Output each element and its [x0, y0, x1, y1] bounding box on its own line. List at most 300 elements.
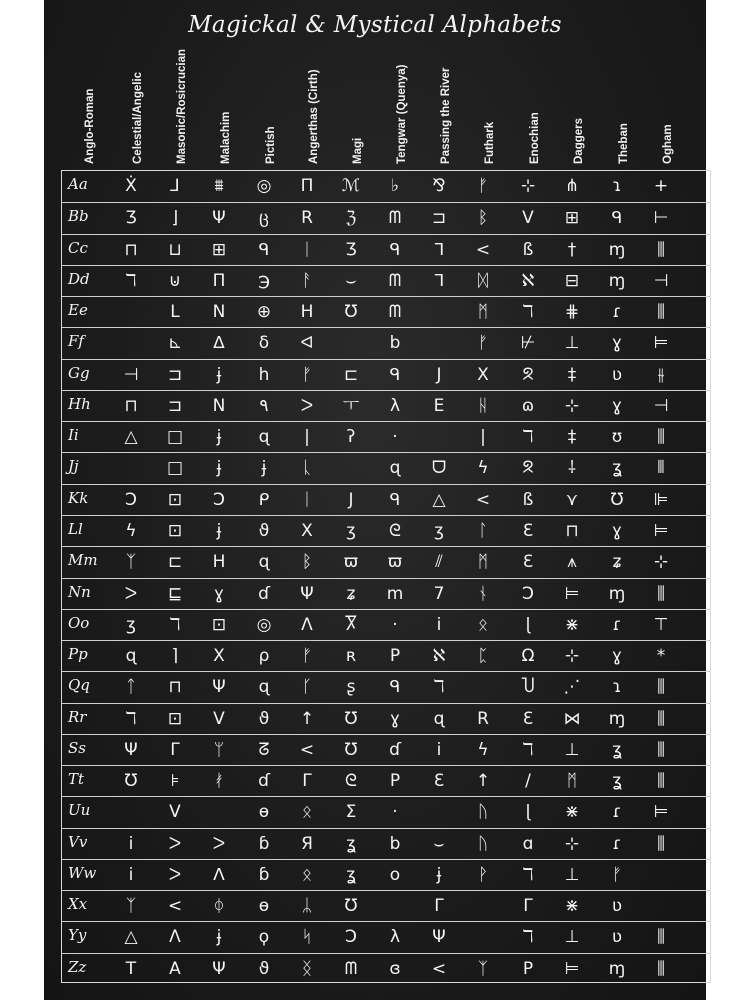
table-row	[62, 734, 710, 765]
glyph-cell: ɓ	[258, 864, 270, 885]
glyph-cell: ⊹	[520, 176, 536, 196]
column-headers	[44, 0, 706, 170]
glyph-cell: ·	[392, 614, 398, 635]
table-row	[62, 202, 710, 233]
glyph-cell: ◎	[256, 176, 272, 196]
glyph-cell: R	[477, 708, 489, 729]
glyph-cell: <	[299, 739, 315, 760]
glyph-cell: ᚢ	[477, 802, 489, 823]
glyph-cell: ⊟	[564, 270, 580, 291]
glyph-cell: ⫽	[435, 552, 443, 573]
glyph-cell: ℳ	[341, 176, 361, 196]
glyph-cell: Ɔ	[125, 489, 137, 510]
glyph-cell: ⋇	[564, 896, 580, 917]
glyph-cell: ⫼	[657, 302, 665, 323]
table-row	[62, 859, 710, 890]
table-row	[62, 390, 710, 421]
glyph-cell: ⊣	[123, 364, 139, 385]
glyph-cell: P	[522, 958, 534, 979]
glyph-cell: ⊣	[653, 395, 669, 416]
glyph-cell: ↑	[299, 708, 315, 729]
glyph-cell: ⊧	[170, 771, 180, 792]
column-header	[78, 34, 98, 164]
column-header-label: Angerthas (Cirth)	[308, 69, 320, 164]
glyph-cell: □	[166, 458, 184, 479]
glyph-cell: ϖ	[343, 552, 359, 573]
row-label: Ww	[68, 863, 97, 882]
glyph-cell: ⊏	[167, 552, 183, 573]
glyph-cell: ᘔ	[258, 739, 270, 760]
glyph-cell: ⊹	[564, 646, 580, 667]
table-row	[62, 234, 710, 265]
alphabet-poster	[44, 0, 706, 1000]
glyph-cell: ⊣	[653, 270, 669, 291]
glyph-cell: L	[170, 302, 180, 323]
row-label: Qq	[68, 676, 90, 695]
column-header	[170, 34, 190, 164]
glyph-cell: δ	[258, 333, 270, 354]
table-row	[62, 765, 710, 796]
glyph-cell: Ʊ	[344, 739, 358, 760]
glyph-cell: Γ	[523, 896, 533, 917]
row-label: Ee	[68, 301, 88, 320]
glyph-cell: N	[212, 395, 226, 416]
glyph-cell: ⊥	[564, 333, 580, 354]
glyph-cell: ᒣ	[433, 239, 445, 260]
column-header	[612, 34, 632, 164]
glyph-cell: P	[389, 771, 401, 792]
glyph-cell: ɋ	[258, 552, 270, 573]
glyph-cell: ⫼	[657, 239, 665, 260]
glyph-cell: <	[431, 958, 447, 979]
glyph-cell: ʊ	[611, 427, 623, 448]
row-label: Vv	[68, 832, 88, 851]
glyph-cell: ⊹	[653, 552, 669, 573]
row-label: Aa	[68, 175, 88, 193]
glyph-cell: ⊐	[167, 364, 183, 385]
glyph-cell: Π	[212, 270, 226, 291]
glyph-cell: ℸ	[125, 708, 137, 729]
table-row	[62, 327, 710, 358]
glyph-cell: Λ	[301, 614, 313, 635]
glyph-cell: ᘝ	[522, 458, 534, 479]
row-label: Ll	[68, 519, 83, 538]
glyph-cell: i	[436, 739, 442, 760]
glyph-cell: ᚠ	[301, 364, 313, 385]
glyph-cell: ᛟ	[301, 864, 313, 885]
table-row	[62, 890, 710, 921]
column-header-label: Malachim	[220, 111, 232, 164]
glyph-cell: H	[212, 552, 226, 573]
glyph-cell: ϟ	[477, 458, 489, 479]
glyph-cell: H	[300, 302, 314, 323]
glyph-cell: Ẋ	[125, 176, 137, 196]
column-header-label: Enochian	[529, 112, 541, 164]
glyph-cell: ⊍	[168, 270, 182, 291]
table-row	[62, 796, 710, 827]
glyph-cell: ɱ	[608, 708, 626, 729]
glyph-cell: ʒ	[434, 520, 444, 541]
glyph-cell: ᛉ	[125, 552, 137, 573]
glyph-cell: <	[475, 489, 491, 510]
glyph-cell: ʔ	[346, 427, 356, 448]
glyph-cell: ϑ	[258, 520, 270, 541]
glyph-cell: ɾ	[612, 833, 622, 854]
glyph-cell: ⫼	[657, 583, 665, 604]
glyph-cell: ɱ	[608, 958, 626, 979]
glyph-cell: ⊹	[564, 395, 580, 416]
glyph-cell: ɾ	[612, 302, 622, 323]
column-header-label: Theban	[618, 123, 630, 164]
glyph-cell: ß	[522, 489, 534, 510]
glyph-cell: V	[522, 208, 534, 229]
glyph-cell: ⫴	[657, 458, 665, 479]
row-label: Nn	[68, 582, 91, 601]
column-header	[126, 34, 146, 164]
glyph-cell: ⊹	[564, 833, 580, 854]
glyph-cell: |	[304, 427, 310, 448]
row-label: Yy	[68, 926, 87, 945]
glyph-cell: ɑ	[522, 833, 534, 854]
glyph-cell: ɋ	[433, 708, 445, 729]
glyph-cell: ᐱ	[213, 864, 225, 885]
glyph-cell: ⅋	[432, 176, 446, 196]
glyph-cell: ⊾	[167, 333, 183, 354]
glyph-cell: ⊓	[124, 395, 138, 416]
glyph-cell: *	[656, 646, 666, 667]
glyph-cell: ɋ	[258, 427, 270, 448]
glyph-cell: ᛟ	[301, 802, 313, 823]
glyph-cell: ɋ	[389, 458, 401, 479]
glyph-cell: Γ	[302, 771, 312, 792]
glyph-cell: ㅜ	[342, 395, 360, 416]
glyph-cell: Σ	[345, 802, 357, 823]
glyph-cell: ᛗ	[477, 552, 489, 573]
row-label: Bb	[68, 207, 89, 226]
glyph-cell: ℨ	[345, 208, 357, 229]
glyph-cell: ᛉ	[477, 958, 489, 979]
glyph-cell: ᛚ	[477, 520, 489, 541]
glyph-cell: ⊢	[653, 208, 669, 229]
glyph-cell: o	[389, 864, 401, 885]
glyph-cell: Ψ	[124, 739, 138, 760]
glyph-cell: i	[436, 614, 442, 635]
glyph-cell: Ψ	[300, 583, 314, 604]
table-row	[62, 953, 710, 984]
glyph-cell: Ʊ	[610, 489, 624, 510]
glyph-cell: ᚨ	[301, 270, 313, 291]
glyph-cell: ʂ	[346, 677, 356, 698]
glyph-cell: ℸ	[522, 302, 534, 323]
glyph-cell: ᛟ	[477, 614, 489, 635]
glyph-cell: ⋈	[563, 708, 581, 729]
column-header-label: Magi	[352, 137, 364, 164]
glyph-cell: b	[389, 333, 401, 354]
row-label: Zz	[68, 957, 87, 976]
glyph-cell: ʋ	[611, 364, 623, 385]
glyph-cell: ⌉	[171, 646, 179, 667]
glyph-cell: P	[389, 646, 401, 667]
glyph-cell: ⊤	[653, 614, 669, 635]
glyph-cell: ᚠ	[477, 176, 489, 196]
glyph-cell: ᛁ	[301, 239, 313, 260]
glyph-cell: ʑ	[346, 583, 356, 604]
glyph-cell: λ	[389, 395, 401, 416]
glyph-cell: ⅃	[170, 176, 180, 196]
glyph-cell: ⫼	[657, 771, 665, 792]
glyph-cell: ʀ	[345, 646, 357, 667]
glyph-cell: ⊫	[653, 489, 669, 510]
glyph-cell: ℸ	[522, 427, 534, 448]
glyph-cell: i	[128, 864, 134, 885]
glyph-cell: ‡	[567, 427, 577, 448]
table-row	[62, 671, 710, 702]
glyph-cell: ϙ	[258, 927, 270, 948]
glyph-cell: ɱ	[608, 583, 626, 604]
glyph-cell: Ʊ	[344, 302, 358, 323]
glyph-cell: ᛰ	[213, 896, 225, 917]
glyph-cell: ᐳ	[168, 864, 182, 885]
glyph-cell: ᐳ	[212, 833, 226, 854]
glyph-cell: ♭	[390, 176, 400, 196]
glyph-cell: ⫼	[657, 927, 665, 948]
glyph-cell: ᛗ	[477, 302, 489, 323]
glyph-cell: ϟ	[477, 739, 489, 760]
glyph-cell: ʓ	[346, 833, 356, 854]
column-header	[434, 34, 454, 164]
glyph-cell: ↑	[475, 771, 491, 792]
glyph-cell: Ⴎ	[521, 677, 535, 698]
glyph-cell: ᑫ	[389, 489, 401, 510]
glyph-cell: ⫼	[657, 833, 665, 854]
glyph-cell: △	[432, 489, 446, 510]
glyph-cell: ᛏ	[125, 677, 137, 698]
glyph-cell: ᑫ	[258, 239, 270, 260]
glyph-cell: ℸ	[522, 864, 534, 885]
glyph-cell: Ψ	[212, 958, 226, 979]
glyph-cell: ⊏	[343, 364, 359, 385]
glyph-cell: ϖ	[387, 552, 403, 573]
glyph-cell: +	[653, 176, 669, 196]
glyph-cell: m	[386, 583, 404, 604]
column-header-label: Pictish	[265, 126, 277, 164]
table-row	[62, 546, 710, 577]
glyph-cell: ᐳ	[168, 833, 182, 854]
glyph-cell: <	[167, 896, 183, 917]
glyph-cell: ɣ	[611, 646, 623, 667]
glyph-cell: ⌋	[171, 208, 179, 229]
table-row	[62, 703, 710, 734]
glyph-cell: Ɔ	[522, 583, 534, 604]
glyph-cell: ⊐	[167, 395, 183, 416]
glyph-cell: ɣ	[611, 520, 623, 541]
column-header	[346, 34, 366, 164]
column-header-label: Masonic/Rosicrucian	[176, 48, 188, 164]
glyph-cell: R	[301, 208, 313, 229]
glyph-cell: ᑭ	[258, 489, 270, 510]
glyph-cell: ᚹ	[477, 864, 489, 885]
table-row	[62, 609, 710, 640]
row-label: Kk	[68, 488, 89, 507]
glyph-cell: ⊞	[564, 208, 580, 229]
glyph-cell: ⋔	[564, 176, 580, 196]
alphabet-table	[61, 170, 711, 983]
glyph-cell: ℸ	[522, 927, 534, 948]
glyph-cell: Ʊ	[124, 771, 138, 792]
glyph-cell: ℵ	[521, 270, 535, 291]
row-label: Xx	[68, 895, 88, 914]
glyph-cell: △	[124, 427, 138, 448]
glyph-cell: ⋕	[564, 302, 580, 323]
glyph-cell: ᐊ	[300, 333, 314, 354]
glyph-cell: ◎	[256, 614, 272, 635]
glyph-cell: ℵ	[432, 646, 446, 667]
glyph-cell: ɉ	[216, 520, 222, 541]
glyph-cell: ᚢ	[477, 833, 489, 854]
glyph-cell: ⩩	[214, 176, 224, 196]
glyph-cell: Ɛ	[433, 771, 445, 792]
glyph-cell: ℸ	[125, 270, 137, 291]
glyph-cell: ٩	[259, 395, 269, 416]
column-header-label: Passing the River	[440, 67, 452, 164]
glyph-cell: ᚾ	[477, 583, 489, 604]
glyph-cell: T	[125, 958, 137, 979]
glyph-cell: ᗜ	[431, 458, 447, 479]
glyph-cell: ᐳ	[300, 395, 314, 416]
glyph-cell: ᛁ	[301, 489, 313, 510]
glyph-cell: ɾ	[612, 802, 622, 823]
column-header-label: Celestial/Angelic	[132, 71, 144, 164]
row-label: Ff	[68, 332, 84, 351]
glyph-cell: ᚠ	[301, 646, 313, 667]
glyph-cell: Ɔ	[213, 489, 225, 510]
glyph-cell: ᗰ	[388, 270, 402, 291]
glyph-cell: ʓ	[612, 739, 622, 760]
glyph-cell: ᚴ	[301, 677, 313, 698]
table-row	[62, 515, 710, 546]
glyph-cell: ⋇	[564, 802, 580, 823]
glyph-cell: Ψ	[432, 927, 446, 948]
glyph-cell: ⊥	[564, 739, 580, 760]
glyph-cell: ℈	[258, 270, 270, 291]
glyph-cell: ɣ	[611, 395, 623, 416]
glyph-cell: Ɛ	[522, 520, 534, 541]
glyph-cell: ᑫ	[389, 239, 401, 260]
table-row	[62, 484, 710, 515]
glyph-cell: ⊑	[167, 583, 183, 604]
column-header-label: Anglo-Roman	[84, 88, 96, 164]
poster-title: Magickal & Mystical Alphabets	[188, 12, 562, 38]
glyph-cell: |	[480, 427, 486, 448]
glyph-cell: λ	[389, 927, 401, 948]
row-label: Tt	[68, 770, 85, 789]
row-label: Uu	[68, 801, 91, 820]
glyph-cell: ℸ	[169, 614, 181, 635]
glyph-cell: ᛗ	[566, 771, 578, 792]
glyph-cell: Ɔ	[345, 927, 357, 948]
glyph-cell: ɱ	[608, 239, 626, 260]
glyph-cell: ʓ	[612, 458, 622, 479]
glyph-cell: A	[169, 958, 181, 979]
glyph-cell: ⸸	[568, 458, 576, 479]
glyph-cell: ⊓	[565, 520, 579, 541]
row-label: Ii	[68, 426, 79, 445]
glyph-cell: J	[436, 364, 442, 385]
glyph-cell: i	[128, 833, 134, 854]
glyph-cell: ɣ	[389, 708, 401, 729]
glyph-cell: ʓ	[612, 771, 622, 792]
glyph-cell: Ʊ	[344, 708, 358, 729]
glyph-cell: ɋ	[258, 677, 270, 698]
glyph-cell: †	[567, 239, 577, 260]
glyph-cell: X	[213, 646, 225, 667]
glyph-cell: ᛈ	[477, 646, 489, 667]
glyph-cell: ⫼	[657, 958, 665, 979]
glyph-cell: Ɛ	[522, 552, 534, 573]
glyph-cell: h	[258, 364, 270, 385]
glyph-cell: ⋇	[564, 614, 580, 635]
glyph-cell: ϟ	[125, 520, 137, 541]
glyph-cell: △	[124, 927, 138, 948]
glyph-cell: ⊨	[564, 958, 580, 979]
glyph-cell: Ʊ	[344, 896, 358, 917]
glyph-cell: ᘝ	[522, 364, 534, 385]
table-row	[62, 359, 710, 390]
glyph-cell: ⫼	[657, 677, 665, 698]
glyph-cell: ⫼	[657, 427, 665, 448]
row-label: Oo	[68, 613, 90, 632]
glyph-cell: ᚠ	[477, 333, 489, 354]
glyph-cell: ⊬	[520, 333, 536, 354]
glyph-cell: Ψ	[212, 677, 226, 698]
glyph-cell: ɓ	[258, 833, 270, 854]
glyph-cell: <	[475, 239, 491, 260]
glyph-cell: ᒣ	[433, 270, 445, 291]
glyph-cell: ⊓	[168, 677, 182, 698]
glyph-cell: ⊡	[167, 708, 183, 729]
glyph-cell: ⊞	[211, 239, 227, 260]
column-header-label: Ogham	[662, 124, 674, 164]
glyph-cell: ⊨	[653, 802, 669, 823]
glyph-cell: ᐳ	[124, 583, 138, 604]
table-row	[62, 921, 710, 952]
column-header-label: Futhark	[484, 121, 496, 164]
glyph-cell: ·	[392, 802, 398, 823]
glyph-cell: ρ	[258, 646, 270, 667]
glyph-cell: ⊡	[167, 489, 183, 510]
glyph-cell: ᛝ	[301, 958, 313, 979]
glyph-cell: ᘓ	[389, 520, 401, 541]
table-row	[62, 640, 710, 671]
row-label: Pp	[68, 645, 88, 664]
glyph-cell: ɉ	[216, 364, 222, 385]
glyph-cell: ʑ	[612, 552, 622, 573]
glyph-cell: ʒ	[126, 614, 136, 635]
glyph-cell: ɗ	[389, 739, 401, 760]
glyph-cell: Γ	[434, 896, 444, 917]
glyph-cell: ɵ	[258, 802, 270, 823]
glyph-cell: Я	[301, 833, 313, 854]
glyph-cell: ℸ	[433, 677, 445, 698]
column-header-label: Daggers	[573, 117, 585, 164]
row-label: Cc	[68, 238, 88, 257]
glyph-cell: ʋ	[611, 896, 623, 917]
glyph-cell: ⫼	[657, 708, 665, 729]
glyph-cell: Ⴟ	[344, 614, 358, 635]
glyph-cell: J	[348, 489, 354, 510]
row-label: Gg	[68, 363, 90, 382]
table-row	[62, 452, 710, 483]
